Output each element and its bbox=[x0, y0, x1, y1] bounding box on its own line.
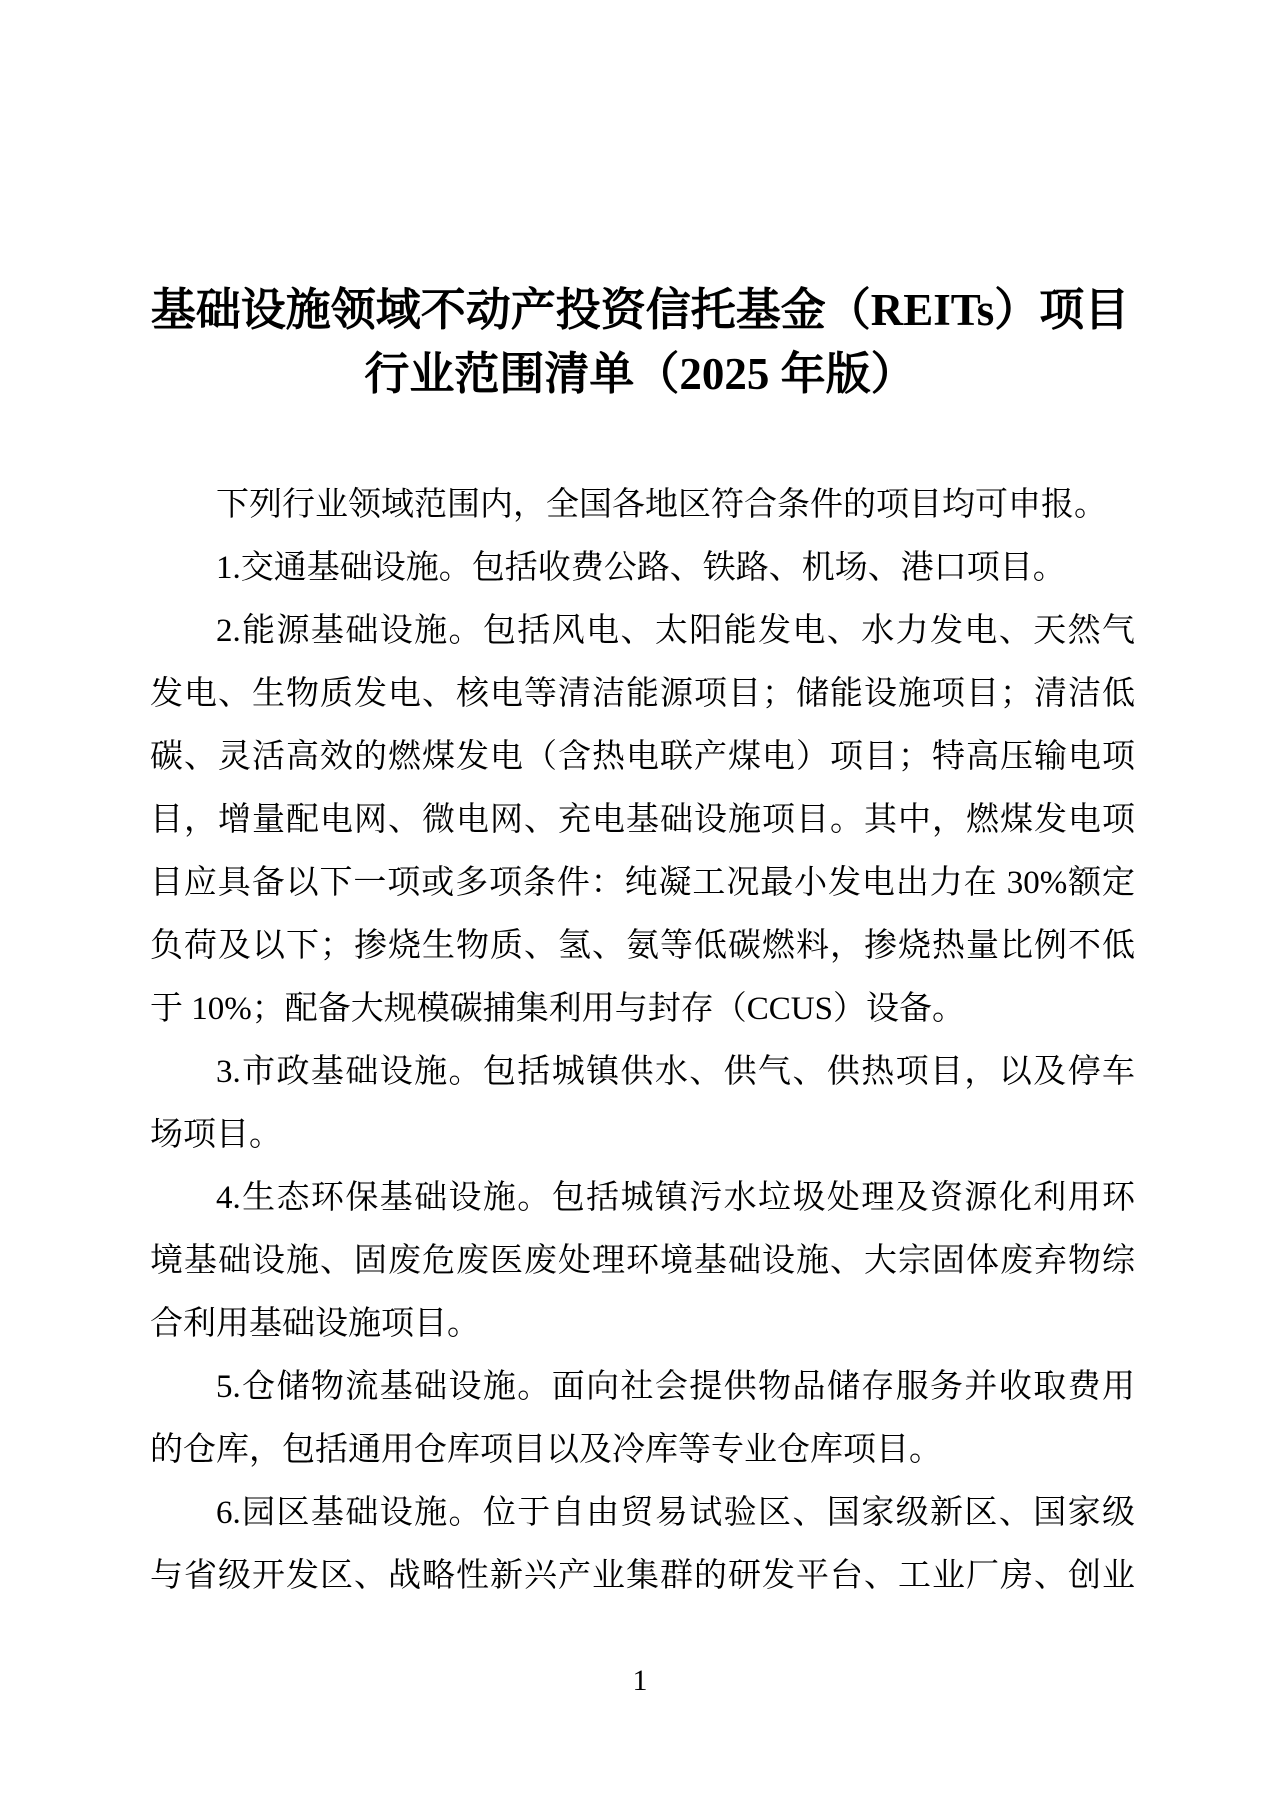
body-line: 3.市政基础设施。包括城镇供水、供气、供热项目，以及停车 bbox=[216, 1054, 1135, 1090]
body-line: 发电、生物质发电、核电等清洁能源项目；储能设施项目；清洁低 bbox=[150, 676, 1135, 712]
body-line: 4.生态环保基础设施。包括城镇污水垃圾处理及资源化利用环 bbox=[216, 1180, 1135, 1216]
body-line: 合利用基础设施项目。 bbox=[150, 1306, 480, 1342]
body-line: 下列行业领域范围内，全国各地区符合条件的项目均可申报。 bbox=[216, 487, 1107, 523]
body-line: 5.仓储物流基础设施。面向社会提供物品储存服务并收取费用 bbox=[216, 1369, 1135, 1405]
title-line-2: 行业范围清单（2025 年版） bbox=[364, 349, 916, 399]
body-line: 目，增量配电网、微电网、充电基础设施项目。其中，燃煤发电项 bbox=[150, 802, 1135, 838]
body-line: 负荷及以下；掺烧生物质、氢、氨等低碳燃料，掺烧热量比例不低 bbox=[150, 928, 1135, 964]
body-line: 与省级开发区、战略性新兴产业集群的研发平台、工业厂房、创业 bbox=[150, 1558, 1135, 1594]
body-line: 于 10%；配备大规模碳捕集利用与封存（CCUS）设备。 bbox=[150, 991, 965, 1027]
body-line: 1.交通基础设施。包括收费公路、铁路、机场、港口项目。 bbox=[216, 550, 1066, 586]
body-line: 境基础设施、固废危废医废处理环境基础设施、大宗固体废弃物综 bbox=[150, 1243, 1135, 1279]
body-line: 目应具备以下一项或多项条件：纯凝工况最小发电出力在 30%额定 bbox=[150, 865, 1135, 901]
body-line: 碳、灵活高效的燃煤发电（含热电联产煤电）项目；特高压输电项 bbox=[150, 739, 1135, 775]
body-line: 场项目。 bbox=[150, 1117, 282, 1153]
body-line: 2.能源基础设施。包括风电、太阳能发电、水力发电、天然气 bbox=[216, 613, 1135, 649]
title-line-1: 基础设施领域不动产投资信托基金（REITs）项目 bbox=[150, 285, 1130, 335]
document-title bbox=[75, 278, 1205, 406]
body-line: 6.园区基础设施。位于自由贸易试验区、国家级新区、国家级 bbox=[216, 1495, 1135, 1531]
document-body bbox=[150, 474, 1135, 1608]
body-line: 的仓库，包括通用仓库项目以及冷库等专业仓库项目。 bbox=[150, 1432, 942, 1468]
page-number: 1 bbox=[632, 1664, 648, 1697]
